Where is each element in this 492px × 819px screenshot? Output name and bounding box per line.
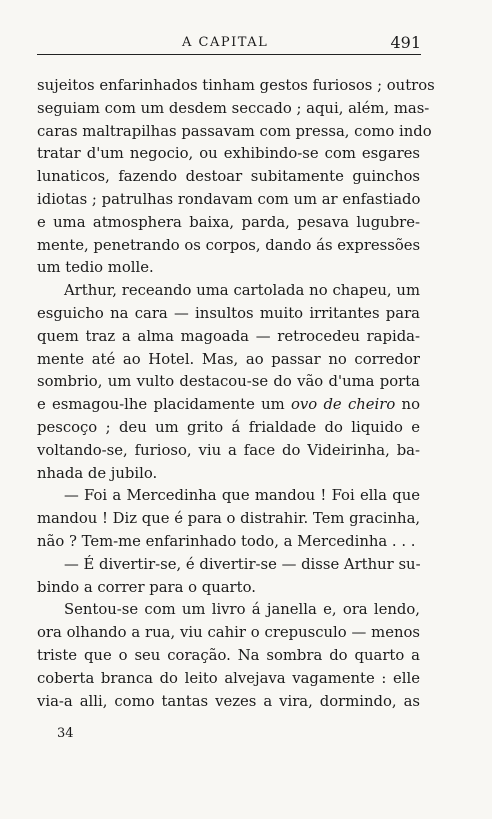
text-line: sujeitos enfarinhados tinham gestos furiosos ; outros — [37, 77, 435, 94]
text-line: via-a alli, como tantas vezes a vira, dormindo, as — [37, 692, 420, 710]
emphasis: ovo de cheiro — [290, 396, 396, 414]
paragraph — [37, 75, 435, 280]
text-line: — Foi a Mercedinha que mandou ! Foi ella que — [64, 487, 420, 505]
text-line: pescoço ; deu um grito á frialdade do liquido e — [37, 418, 420, 436]
page-number: 491 — [390, 33, 421, 52]
running-title: A CAPITAL — [182, 35, 269, 50]
signature-mark: 34 — [57, 726, 74, 741]
text-line: e uma atmosphera baixa, parda, pesava lugubre- — [37, 213, 420, 231]
text-line: e esmagou-lhe placidamente um ovo de cheiro no — [37, 396, 420, 414]
text-line: mandou ! Diz que é para o distrahir. Tem gracinha, — [37, 510, 421, 528]
text-line: lunaticos, fazendo destoar subitamente guinchos — [37, 168, 420, 186]
text-line: bindo a correr para o quarto. — [37, 578, 256, 596]
text-line: nhada de jubilo. — [37, 464, 158, 482]
body-text — [37, 75, 435, 713]
text-line: Sentou-se com um livro á janella e, ora lendo, — [64, 601, 420, 619]
text-line: mente, penetrando os corpos, dando ás expressões — [37, 236, 421, 254]
text-line: seguiam com um desdem seccado ; aqui, além, mas- — [37, 99, 430, 117]
text-line: caras maltrapilhas passavam com pressa, como indo — [37, 122, 432, 140]
paragraph — [37, 485, 420, 553]
header-rule — [37, 54, 421, 55]
text-line: voltando-se, furioso, viu a face do Videirinha, ba- — [37, 441, 420, 459]
text-line: sombrio, um vulto destacou-se do vão d'uma porta — [37, 373, 420, 391]
text-line: idiotas ; patrulhas rondavam com um ar enfastiado — [37, 190, 421, 208]
text-line: um tedio molle. — [37, 259, 154, 277]
text-line: triste que o seu coração. Na sombra do quarto a — [37, 646, 420, 664]
paragraph — [37, 554, 420, 600]
text-line: tratar d'um negocio, ou exhibindo-se com esgares — [37, 145, 420, 163]
text-line: — É divertir-se, é divertir-se — disse Arthur su- — [64, 555, 421, 573]
text-line: ora olhando a rua, viu cahir o crepusculo — menos — [37, 624, 420, 642]
text-line: coberta branca do leito alvejava vagamente : elle — [37, 669, 420, 687]
paragraph — [37, 280, 420, 485]
paragraph — [37, 599, 420, 713]
text-line: não ? Tem-me enfarinhado todo, a Mercedinha . . . — [37, 532, 416, 550]
text-line: mente até ao Hotel. Mas, ao passar no corredor — [37, 350, 420, 368]
text-line: esguicho na cara — insultos muito irritantes para — [37, 304, 420, 322]
text-line: quem traz a alma magoada — retrocedeu rapida- — [37, 327, 420, 345]
text-line: Arthur, receando uma cartolada no chapeu, um — [64, 282, 420, 300]
